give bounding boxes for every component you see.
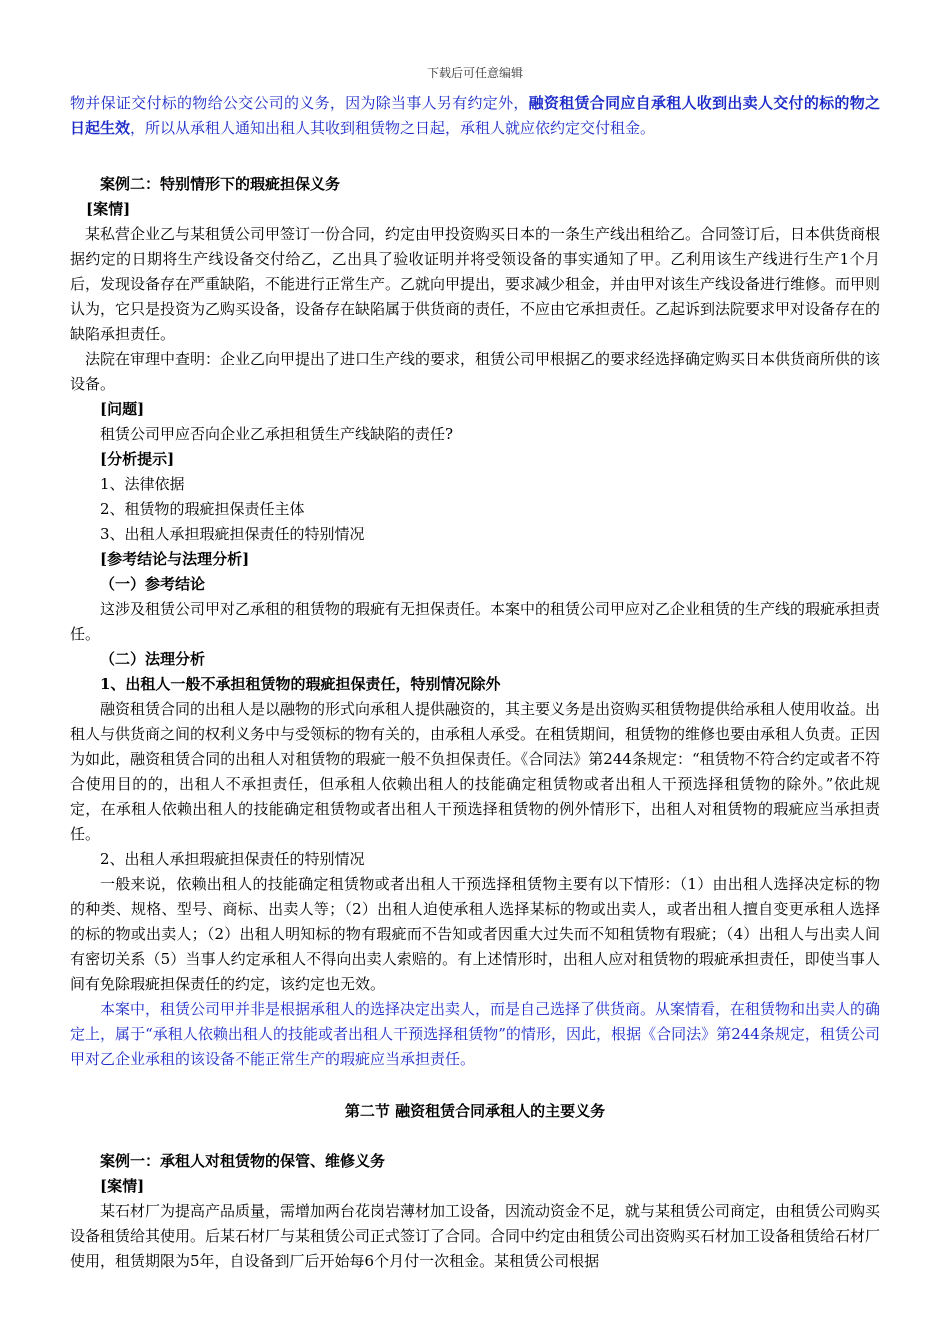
intro-paragraph [70,91,880,141]
section2-facts-label: [案情] [100,1177,145,1195]
document-body [70,91,880,1274]
case2-point2-heading: 2、出租人承担瑕疵担保责任的特别情况 [100,850,365,868]
case2-facts-p2: 法院在审理中查明：企业乙向甲提出了进口生产线的要求，租赁公司甲根据乙的要求经选择确定购买日本供货商所供的该设备。 [70,350,881,393]
section2-case1-title: 案例一：承租人对租赁物的保管、维修义务 [100,1152,386,1170]
case2-point1-heading: 1、出租人一般不承担租赁物的瑕疵担保责任，特别情况除外 [100,675,501,693]
case2-question-label: [问题] [100,400,145,418]
case2-facts-p1: 某私营企业乙与某租赁公司甲签订一份合同，约定由甲投资购买日本的一条生产线出租给乙。合同签订后，日本供货商根据约定的日期将生产线设备交付给乙，乙出具了验收证明并将受领设备的事实通知了甲。乙利用该生产线进行生产1个月后，发现设备存在严重缺陷，不能进行正常生产。乙就向甲提出，要求减少租金，并由甲对该生产线设备进行维修。而甲则认为，它只是投资为乙购买设备，设备存在缺陷属于供货商的责任，不应由它承担责任。乙起诉到法院要求甲对设备存在的缺陷承担责任。 [70,225,881,343]
case2-title: 案例二：特别情形下的瑕疵担保义务 [100,175,341,193]
case2-conclusion-heading: （一）参考结论 [100,575,206,593]
case2-hint-1: 1、法律依据 [100,475,185,493]
case2-hint-2: 2、租赁物的瑕疵担保责任主体 [100,500,305,518]
case2-hint-3: 3、出租人承担瑕疵担保责任的特别情况 [100,525,365,543]
case2-point2-text: 一般来说，依赖出租人的技能确定租赁物或者出租人干预选择租赁物主要有以下情形：（1）由出租人选择决定标的物的种类、规格、型号、商标、出卖人等；（2）出租人迫使承租人选择某标的物或出卖人，或者出租人擅自变更承租人选择的标的物或出卖人；（2）出租人明知标的物有瑕疵而不告知或者因重大过失而不知租赁物有瑕疵；（4）出租人与出卖人间有密切关系（5）当事人约定承租人不得向出卖人索赔的。有上述情形时，出租人应对租赁物的瑕疵承担责任，即使当事人间有免除瑕疵担保责任的约定，该约定也无效。 [70,875,880,993]
case2-conclusion-text: 这涉及租赁公司甲对乙承租的租赁物的瑕疵有无担保责任。本案中的租赁公司甲应对乙企业租赁的生产线的瑕疵承担责任。 [70,600,881,643]
case2-analysis-heading: （二）法理分析 [100,650,206,668]
page-header: 下载后可任意编辑 [426,66,523,80]
case2-hints-label: [分析提示] [100,450,175,468]
case2-facts-label: [案情] [86,200,131,218]
intro-text-a: 物并保证交付标的物给公交公司的义务，因为除当事人另有约定外， [70,94,529,112]
case2-summary: 本案中，租赁公司甲并非是根据承租人的选择决定出卖人，而是自己选择了供货商。从案情看，在租赁物和出卖人的确定上，属于“承租人依赖出租人的技能或者出租人干预选择租赁物”的情形，因此，根据《合同法》第244条规定，租赁公司甲对乙企业承租的该设备不能正常生产的瑕疵应当承担责任。 [70,1000,881,1068]
case2-conclusion-label: [参考结论与法理分析] [100,550,250,568]
case2-point1-text: 融资租赁合同的出租人是以融物的形式向承租人提供融资的，其主要义务是出资购买租赁物提供给承租人使用收益。出租人与供货商之间的权利义务中与受领标的物有关的，由承租人承受。在租赁期间，租赁物的维修也要由承租人负责。正因为如此，融资租赁合同的出租人对租赁物的瑕疵一般不负担保责任。《合同法》第244条规定：“租赁物不符合约定或者不符合使用目的的，出租人不承担责任，但承租人依赖出租人的技能确定租赁物或者出租人干预选择租赁物的除外。”依此规定，在承租人依赖出租人的技能确定租赁物或者出租人干预选择租赁物的例外情形下，出租人对租赁物的瑕疵应当承担责任。 [70,700,881,843]
intro-text-c: ，所以从承租人通知出租人其收到租赁物之日起，承租人就应依约定交付租金。 [130,119,656,137]
case2-question: 租赁公司甲应否向企业乙承担租赁生产线缺陷的责任? [100,425,454,443]
intro-text-bold: 融资租赁合同应自承租人收到出卖人交付的标的物之日起生效 [70,94,880,137]
section2-title: 第二节 融资租赁合同承租人的主要义务 [344,1102,606,1120]
section2-facts-p1: 某石材厂为提高产品质量，需增加两台花岗岩薄材加工设备，因流动资金不足，就与某租赁公司商定，由租赁公司购买设备租赁给其使用。后某石材厂与某租赁公司正式签订了合同。合同中约定由租赁公司出资购买石材加工设备租赁给石材厂使用，租赁期限为5年，自设备到厂后开始每6个月付一次租金。某租赁公司根据 [70,1202,881,1270]
